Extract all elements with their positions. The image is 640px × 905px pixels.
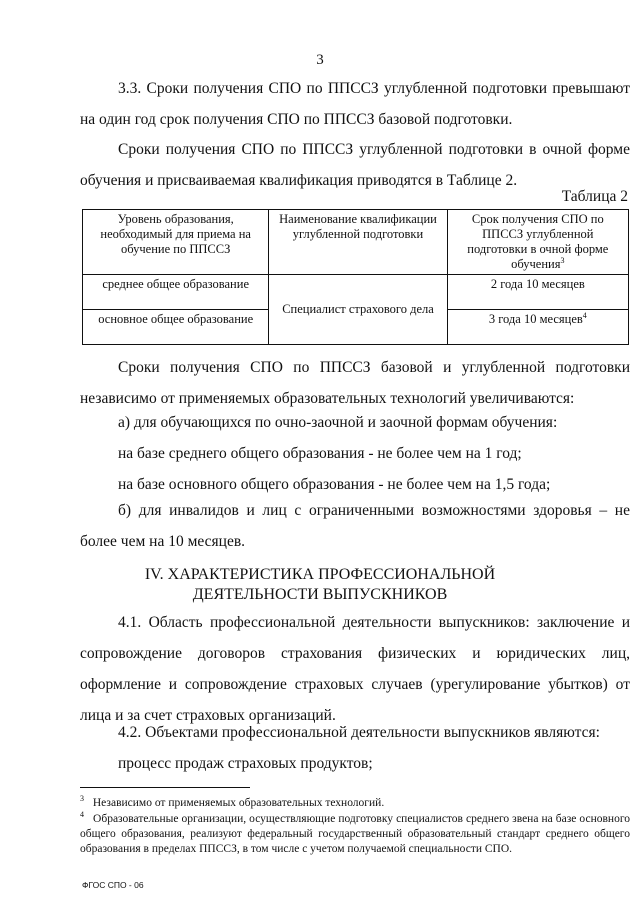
paragraph-4-2-item: процесс продаж страховых продуктов; bbox=[118, 755, 373, 772]
paragraph-increase: Сроки получения СПО по ППССЗ базовой и углубленной подготовки независимо от применяемых образовательных технологий увеличиваются: bbox=[80, 359, 630, 407]
footnote-ref-4: 4 bbox=[582, 310, 587, 320]
list-item-a2: на базе основного общего образования - не более чем на 1,5 года; bbox=[118, 476, 551, 493]
table-cell-level: среднее общее образование bbox=[83, 275, 269, 310]
table-header-term: Срок получения СПО по ППССЗ углубленной подготовки в очной форме обучения$^3$ bbox=[447, 210, 628, 275]
list-item-a1: на базе среднего общего образования - не более чем на 1 год; bbox=[118, 445, 522, 462]
table-header-row bbox=[83, 210, 629, 275]
footnote-mark-3: 3 bbox=[80, 794, 84, 804]
page-number: 3 bbox=[316, 52, 324, 68]
list-item-b: б) для инвалидов и лиц с ограниченными возможностями здоровья – не более чем на 10 месяцев. bbox=[80, 502, 630, 550]
document-footer: ФГОС СПО - 06 bbox=[82, 880, 144, 890]
footnote-mark-4: 4 bbox=[80, 810, 84, 820]
footnote-ref-3: 3 bbox=[560, 255, 565, 265]
table-row bbox=[83, 275, 629, 310]
table-label: Таблица 2 bbox=[561, 188, 628, 205]
table-cell-level: основное общее образование bbox=[83, 310, 269, 345]
table-header-qualification: Наименование квалификации углубленной подготовки bbox=[269, 210, 447, 275]
section-title-line-2: ДЕЯТЕЛЬНОСТИ ВЫПУСКНИКОВ bbox=[192, 586, 448, 603]
paragraph-4-1: 4.1. Область профессиональной деятельности выпускников: заключение и сопровождение договоров страхования физических и юридических лиц, оформление и сопровождение страховых случаев (урегулирование убытков) от лица и за счет страховых организаций. bbox=[80, 614, 630, 724]
table-cell-term: 2 года 10 месяцев bbox=[447, 275, 628, 310]
list-item-a: а) для обучающихся по очно-заочной и заочной формам обучения: bbox=[118, 414, 558, 431]
footnote-3: $^3$ Независимо от применяемых образовательных технологий. bbox=[80, 794, 385, 809]
paragraph-3-3: 3.3. Сроки получения СПО по ППССЗ углубленной подготовки превышают на один год срок получения СПО по ППССЗ базовой подготовки. bbox=[80, 80, 630, 128]
table-cell-term: 3 года 10 месяцев$^4$ bbox=[447, 310, 628, 345]
footnote-4: $^4$ Образовательные организации, осуществляющие подготовку специалистов среднего звена на базе основного общего образования, реализуют федеральный государственный образовательный стандарт среднего общего образования в пределах ППССЗ, в том числе с учетом получаемой специальности СПО. bbox=[80, 810, 630, 855]
paragraph-terms: Сроки получения СПО по ППССЗ углубленной подготовки в очной форме обучения и присваиваемая квалификация приводятся в Таблице 2. bbox=[80, 141, 630, 189]
table-2 bbox=[82, 209, 629, 345]
table-cell-qualification: Специалист страхового дела bbox=[269, 275, 447, 345]
table-header-level: Уровень образования, необходимый для приема на обучение по ППССЗ bbox=[83, 210, 269, 275]
footnote-separator bbox=[80, 787, 250, 788]
section-title-line-1: IV. ХАРАКТЕРИСТИКА ПРОФЕССИОНАЛЬНОЙ bbox=[144, 566, 496, 583]
paragraph-4-2: 4.2. Объектами профессиональной деятельности выпускников являются: bbox=[118, 724, 600, 741]
